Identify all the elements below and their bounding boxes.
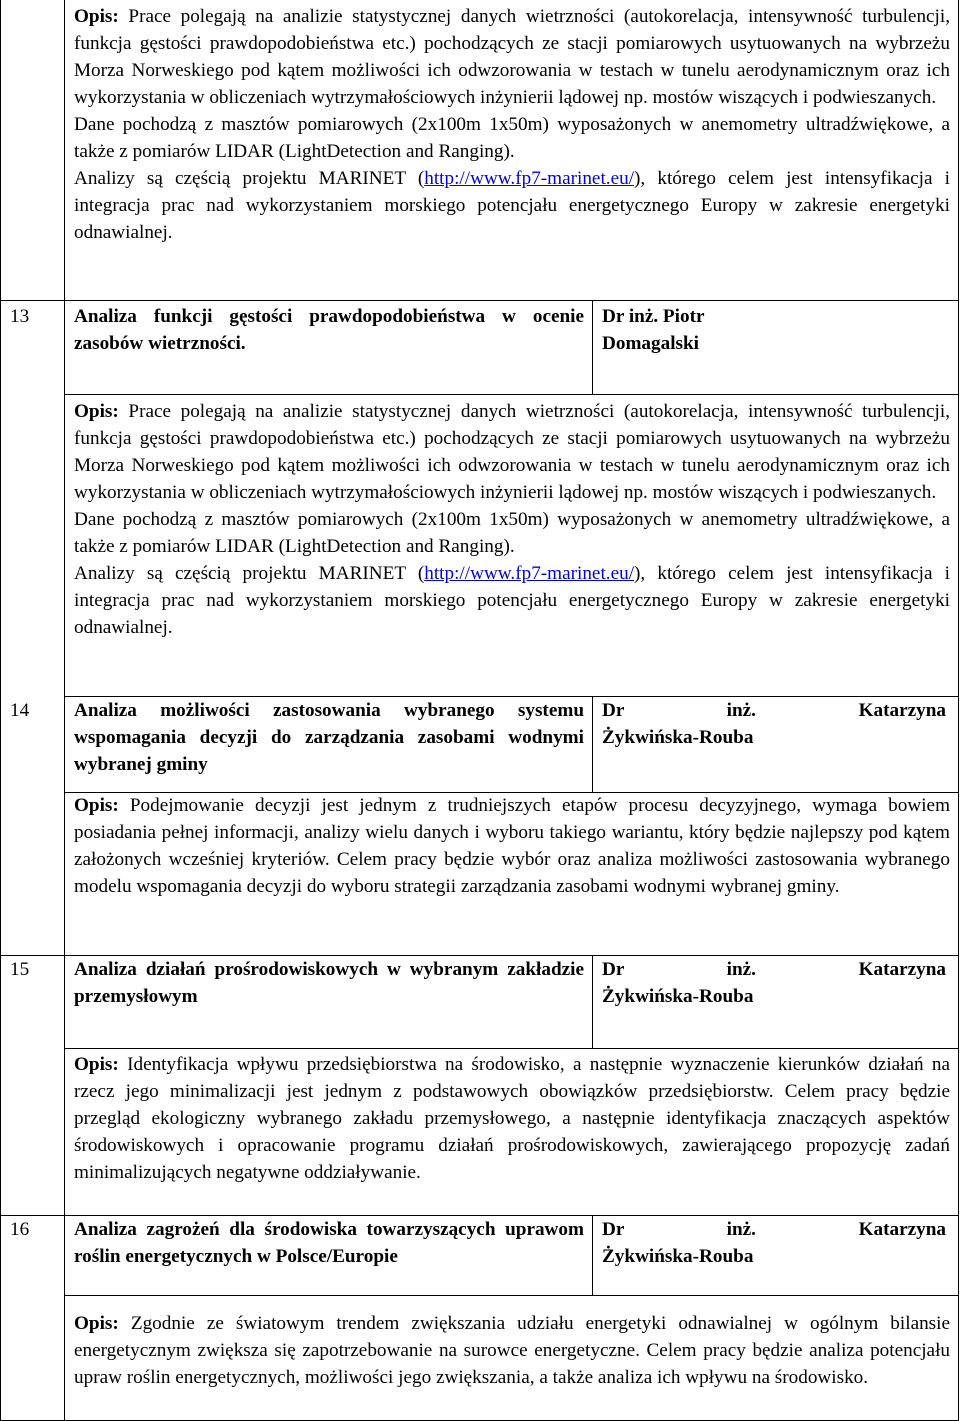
cell-divider bbox=[592, 955, 593, 1048]
marinet-link[interactable]: http://www.fp7-marinet.eu/ bbox=[424, 563, 635, 584]
cell-divider bbox=[592, 300, 593, 394]
thesis-title: Analiza działań prośrodowiskowych w wybranym zakładzie przemysłowym bbox=[74, 959, 584, 1007]
supervisor-surname: Żykwińska-Rouba bbox=[602, 727, 754, 748]
table-border-right bbox=[958, 0, 959, 1421]
description-text: Prace polegają na analizie statystycznej danych wietrzności (autokorelacja, intensywność turbulencji, funkcja gęstości prawdopodobieństwa etc.) pochodzących ze stacji pomiarowych usytuowanych na wybrzeżu Morza Norweskiego pod kątem możliwości ich odwzorowania w testach w tunelu aerodynamicznym oraz ich wykorzystania w obliczeniach wytrzymałościowych inżynierii lądowej np. mostów wiszących i podwieszanych. bbox=[74, 401, 951, 503]
row-divider bbox=[0, 300, 959, 301]
description-label: Opis: bbox=[74, 1313, 119, 1334]
column-divider-number bbox=[64, 0, 65, 1421]
cell-divider bbox=[592, 1215, 593, 1295]
supervisor bbox=[602, 303, 946, 357]
description-text: Dane pochodzą z masztów pomiarowych (2x100m 1x50m) wyposażonych w anemometry ultradźwiękowe, a także z pomiarów LIDAR (LightDetection and Ranging). bbox=[74, 509, 950, 557]
description-text: ), którego celem jest intensyfikacja i integracja prac nad wykorzystaniem morskiego potencjału energetycznego Europy w zakresie energetyki odnawialnej. bbox=[74, 563, 950, 638]
supervisor bbox=[602, 697, 946, 751]
marinet-link[interactable]: http://www.fp7-marinet.eu/ bbox=[424, 168, 635, 189]
supervisor-surname: Żykwińska-Rouba bbox=[602, 1246, 754, 1267]
row-number: 14 bbox=[10, 700, 30, 721]
description-text: Analizy są częścią projektu MARINET ( bbox=[74, 563, 425, 584]
thesis-title: Analiza funkcji gęstości prawdopodobieństwa w ocenie zasobów wietrzności. bbox=[74, 306, 584, 354]
supervisor-name: Dr inż. Katarzyna bbox=[602, 1219, 946, 1240]
description-text: Zgodnie ze światowym trendem zwiększania udziału energetyki odnawialnej w ogólnym bilansie energetycznym zwiększa się zapotrzebowanie na surowce energetyczne. Celem pracy będzie analiza potencjału upraw roślin energetycznych, możliwości jego zwiększania, a także analiza ich wpływu na środowisko. bbox=[74, 1313, 950, 1388]
row-divider bbox=[64, 1048, 959, 1049]
supervisor-surname: Domagalski bbox=[602, 333, 700, 354]
description-label: Opis: bbox=[74, 401, 119, 422]
supervisor-name: Dr inż. Katarzyna bbox=[602, 700, 946, 721]
description-cell bbox=[74, 792, 950, 900]
supervisor-surname: Żykwińska-Rouba bbox=[602, 986, 754, 1007]
description-label: Opis: bbox=[74, 6, 119, 27]
description-label: Opis: bbox=[74, 1054, 119, 1075]
row-number: 16 bbox=[10, 1219, 30, 1240]
description-cell bbox=[74, 1310, 950, 1391]
description-text: Identyfikacja wpływu przedsiębiorstwa na środowisko, a następnie wyznaczenie kierunków działań na rzecz jego minimalizacji jest jednym z podstawowych obowiązków przedsiębiorstw. Celem pracy będzie przegląd ekologiczny wybranego zakładu przemysłowego, a następnie identyfikacja znaczących aspektów środowiskowych i opracowanie programu działań prośrodowiskowych, zawierającego propozycję zadań minimalizujących negatywne oddziaływanie. bbox=[74, 1054, 951, 1183]
supervisor bbox=[602, 956, 946, 1010]
row-divider bbox=[64, 394, 959, 395]
description-label: Opis: bbox=[74, 795, 119, 816]
description-cell bbox=[74, 398, 950, 641]
supervisor-name: Dr inż. Piotr bbox=[602, 306, 705, 327]
row-divider bbox=[64, 1295, 959, 1296]
description-text: ), którego celem jest intensyfikacja i integracja prac nad wykorzystaniem morskiego potencjału energetycznego Europy w zakresie energetyki odnawialnej. bbox=[74, 168, 950, 243]
description-text: Dane pochodzą z masztów pomiarowych (2x100m 1x50m) wyposażonych w anemometry ultradźwiękowe, a także z pomiarów LIDAR (LightDetection and Ranging). bbox=[74, 114, 950, 162]
row-number: 15 bbox=[10, 959, 30, 980]
row-number: 13 bbox=[10, 306, 30, 327]
description-text: Analizy są częścią projektu MARINET ( bbox=[74, 168, 425, 189]
thesis-title: Analiza zagrożeń dla środowiska towarzyszących uprawom roślin energetycznych w Polsce/Europie bbox=[74, 1219, 584, 1267]
table-border-left bbox=[0, 0, 1, 1421]
supervisor bbox=[602, 1216, 946, 1270]
description-cell bbox=[74, 3, 950, 246]
supervisor-name: Dr inż. Katarzyna bbox=[602, 959, 946, 980]
thesis-title: Analiza możliwości zastosowania wybranego systemu wspomagania decyzji do zarządzania zasobami wodnymi wybranej gminy bbox=[74, 700, 584, 775]
description-cell bbox=[74, 1051, 950, 1186]
description-text: Podejmowanie decyzji jest jednym z trudniejszych etapów procesu decyzyjnego, wymaga bowiem posiadania pełnej informacji, analizy wielu danych i wyboru takiego wariantu, który będzie najlepszy pod kątem założonych wcześniej kryteriów. Celem pracy będzie wybór oraz analiza możliwości zastosowania wybranego modelu wspomagania decyzji do wyboru strategii zarządzania zasobami wodnymi wybranej gminy. bbox=[74, 795, 950, 897]
cell-divider bbox=[592, 696, 593, 792]
description-text: Prace polegają na analizie statystycznej danych wietrzności (autokorelacja, intensywność turbulencji, funkcja gęstości prawdopodobieństwa etc.) pochodzących ze stacji pomiarowych usytuowanych na wybrzeżu Morza Norweskiego pod kątem możliwości ich odwzorowania w testach w tunelu aerodynamicznym oraz ich wykorzystania w obliczeniach wytrzymałościowych inżynierii lądowej np. mostów wiszących i podwieszanych. bbox=[74, 6, 951, 108]
